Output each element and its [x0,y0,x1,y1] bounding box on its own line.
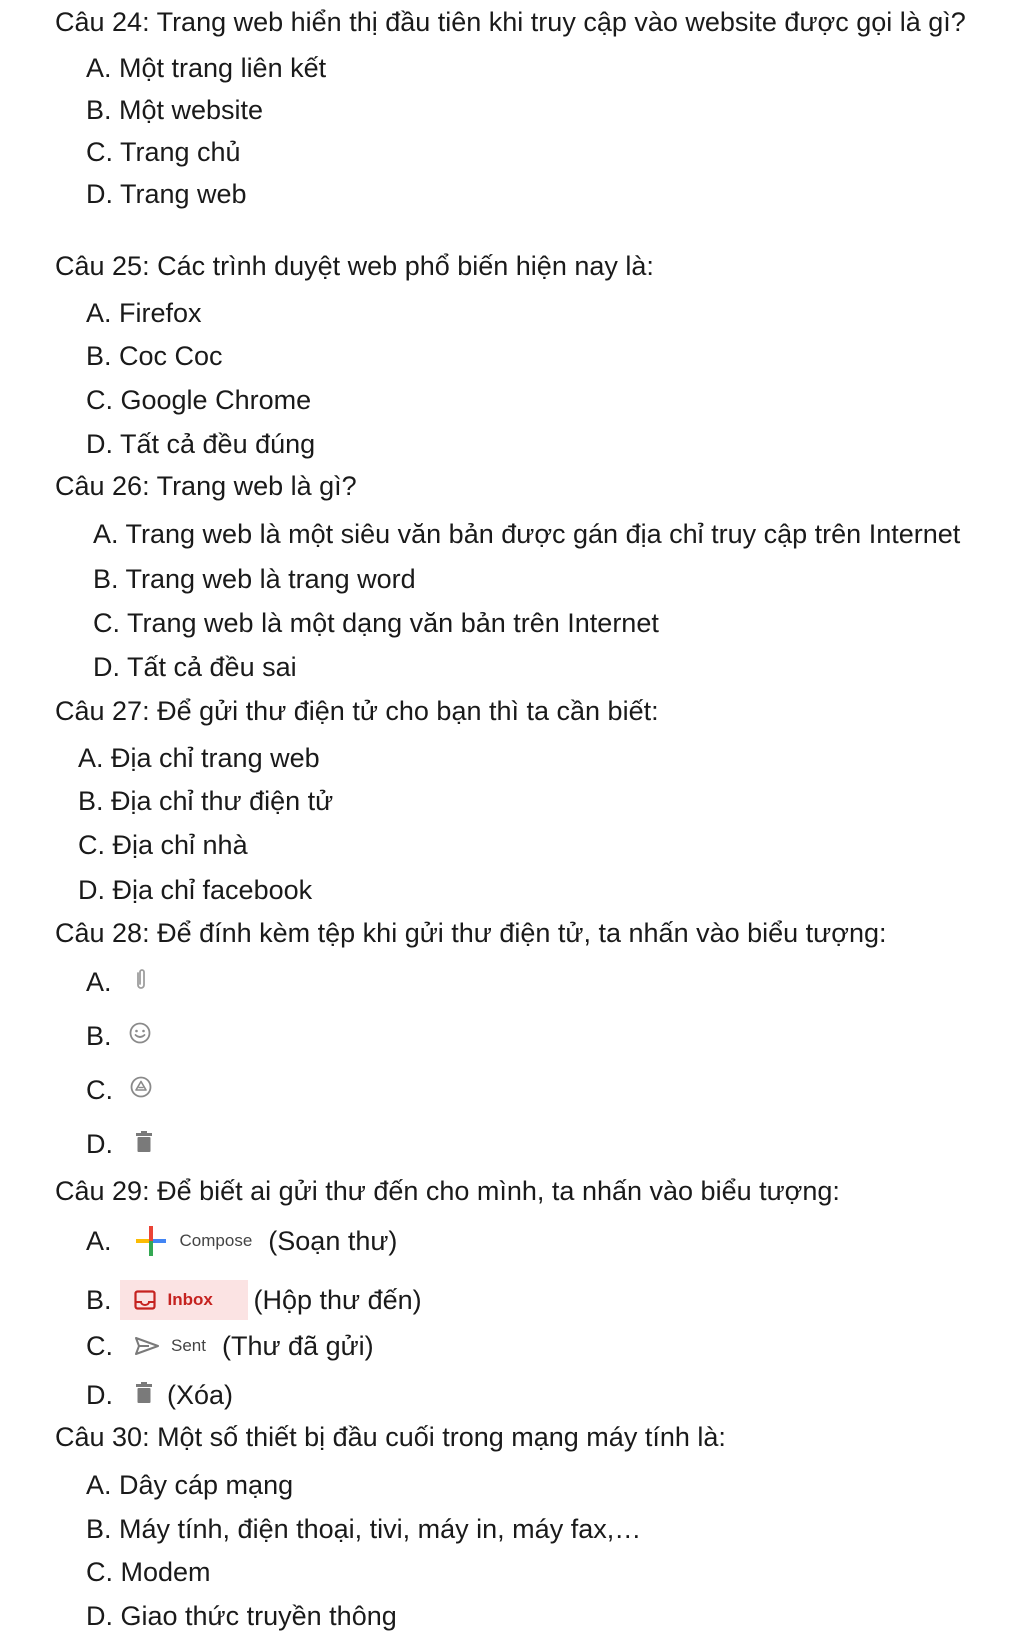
question-29: Câu 29: Để biết ai gửi thư đến cho mình, ta nhấn vào biểu tượng: [55,1176,840,1206]
question-26: Câu 26: Trang web là gì? [55,471,357,501]
inbox-button-image [120,1280,248,1320]
option-29-d-label: (Xóa) [167,1379,234,1410]
question-27: Câu 27: Để gửi thư điện tử cho bạn thì ta cần biết: [55,696,659,726]
option-28-a [86,962,148,1002]
option-29-a [86,1218,397,1264]
option-25-a: A. Firefox [86,298,202,328]
option-24-c: C. Trang chủ [86,137,241,167]
question-24: Câu 24: Trang web hiển thị đầu tiên khi truy cập vào website được gọi là gì? [55,7,966,37]
option-29-d [86,1372,233,1418]
send-icon [135,1337,159,1355]
option-letter: D. [86,1379,113,1410]
option-27-b: B. Địa chỉ thư điện tử [78,786,334,816]
sent-label: Sent [171,1335,206,1355]
option-29-c [86,1323,374,1369]
option-30-b: B. Máy tính, điện thoại, tivi, máy in, máy fax,… [86,1514,642,1544]
option-27-c: C. Địa chỉ nhà [78,830,248,860]
option-letter: A. [86,1225,112,1256]
option-24-a: A. Một trang liên kết [86,53,327,83]
option-24-d: D. Trang web [86,179,247,209]
option-29-c-label: (Thư đã gửi) [221,1330,374,1361]
inbox-label: Inbox [167,1289,213,1309]
option-29-a-label: (Soạn thư) [268,1225,398,1256]
trash-icon [135,1379,153,1411]
option-27-d: D. Địa chỉ facebook [78,875,313,905]
option-letter: B. [86,1020,112,1051]
option-letter: C. [86,1330,113,1361]
trash-icon [135,1128,153,1160]
question-28: Câu 28: Để đính kèm tệp khi gửi thư điện tử, ta nhấn vào biểu tượng: [55,918,887,948]
option-26-c: C. Trang web là một dạng văn bản trên Internet [93,608,659,638]
option-27-a: A. Địa chỉ trang web [78,743,320,773]
option-26-d: D. Tất cả đều sai [93,652,297,682]
option-letter: A. [86,966,112,997]
question-25: Câu 25: Các trình duyệt web phổ biến hiện nay là: [55,251,654,281]
option-30-a: A. Dây cáp mạng [86,1470,294,1500]
inbox-icon [134,1290,156,1310]
option-29-b-label: (Hộp thư đến) [253,1284,422,1315]
option-30-c: C. Modem [86,1557,211,1587]
option-25-d: D. Tất cả đều đúng [86,429,316,459]
option-25-b: B. Coc Coc [86,341,223,371]
option-letter: D. [86,1128,113,1159]
compose-plus-icon [134,1224,168,1258]
sent-button-image [125,1326,216,1366]
option-26-b: B. Trang web là trang word [93,564,416,594]
paperclip-icon [134,966,148,998]
option-24-b: B. Một website [86,95,264,125]
option-29-b [86,1277,422,1323]
option-26-a: A. Trang web là một siêu văn bản được gán địa chỉ truy cập trên Internet [93,519,961,549]
option-letter: B. [86,1284,112,1315]
compose-label: Compose [179,1230,253,1250]
option-28-d [86,1124,153,1164]
drive-icon [129,1074,153,1106]
question-30: Câu 30: Một số thiết bị đầu cuối trong mạng máy tính là: [55,1422,726,1452]
option-30-d: D. Giao thức truyền thông [86,1601,397,1631]
option-letter: C. [86,1074,113,1105]
option-28-b [86,1016,152,1056]
compose-button-image [124,1221,263,1261]
option-25-c: C. Google Chrome [86,385,312,415]
smiley-icon [128,1020,152,1052]
option-28-c [86,1070,153,1110]
